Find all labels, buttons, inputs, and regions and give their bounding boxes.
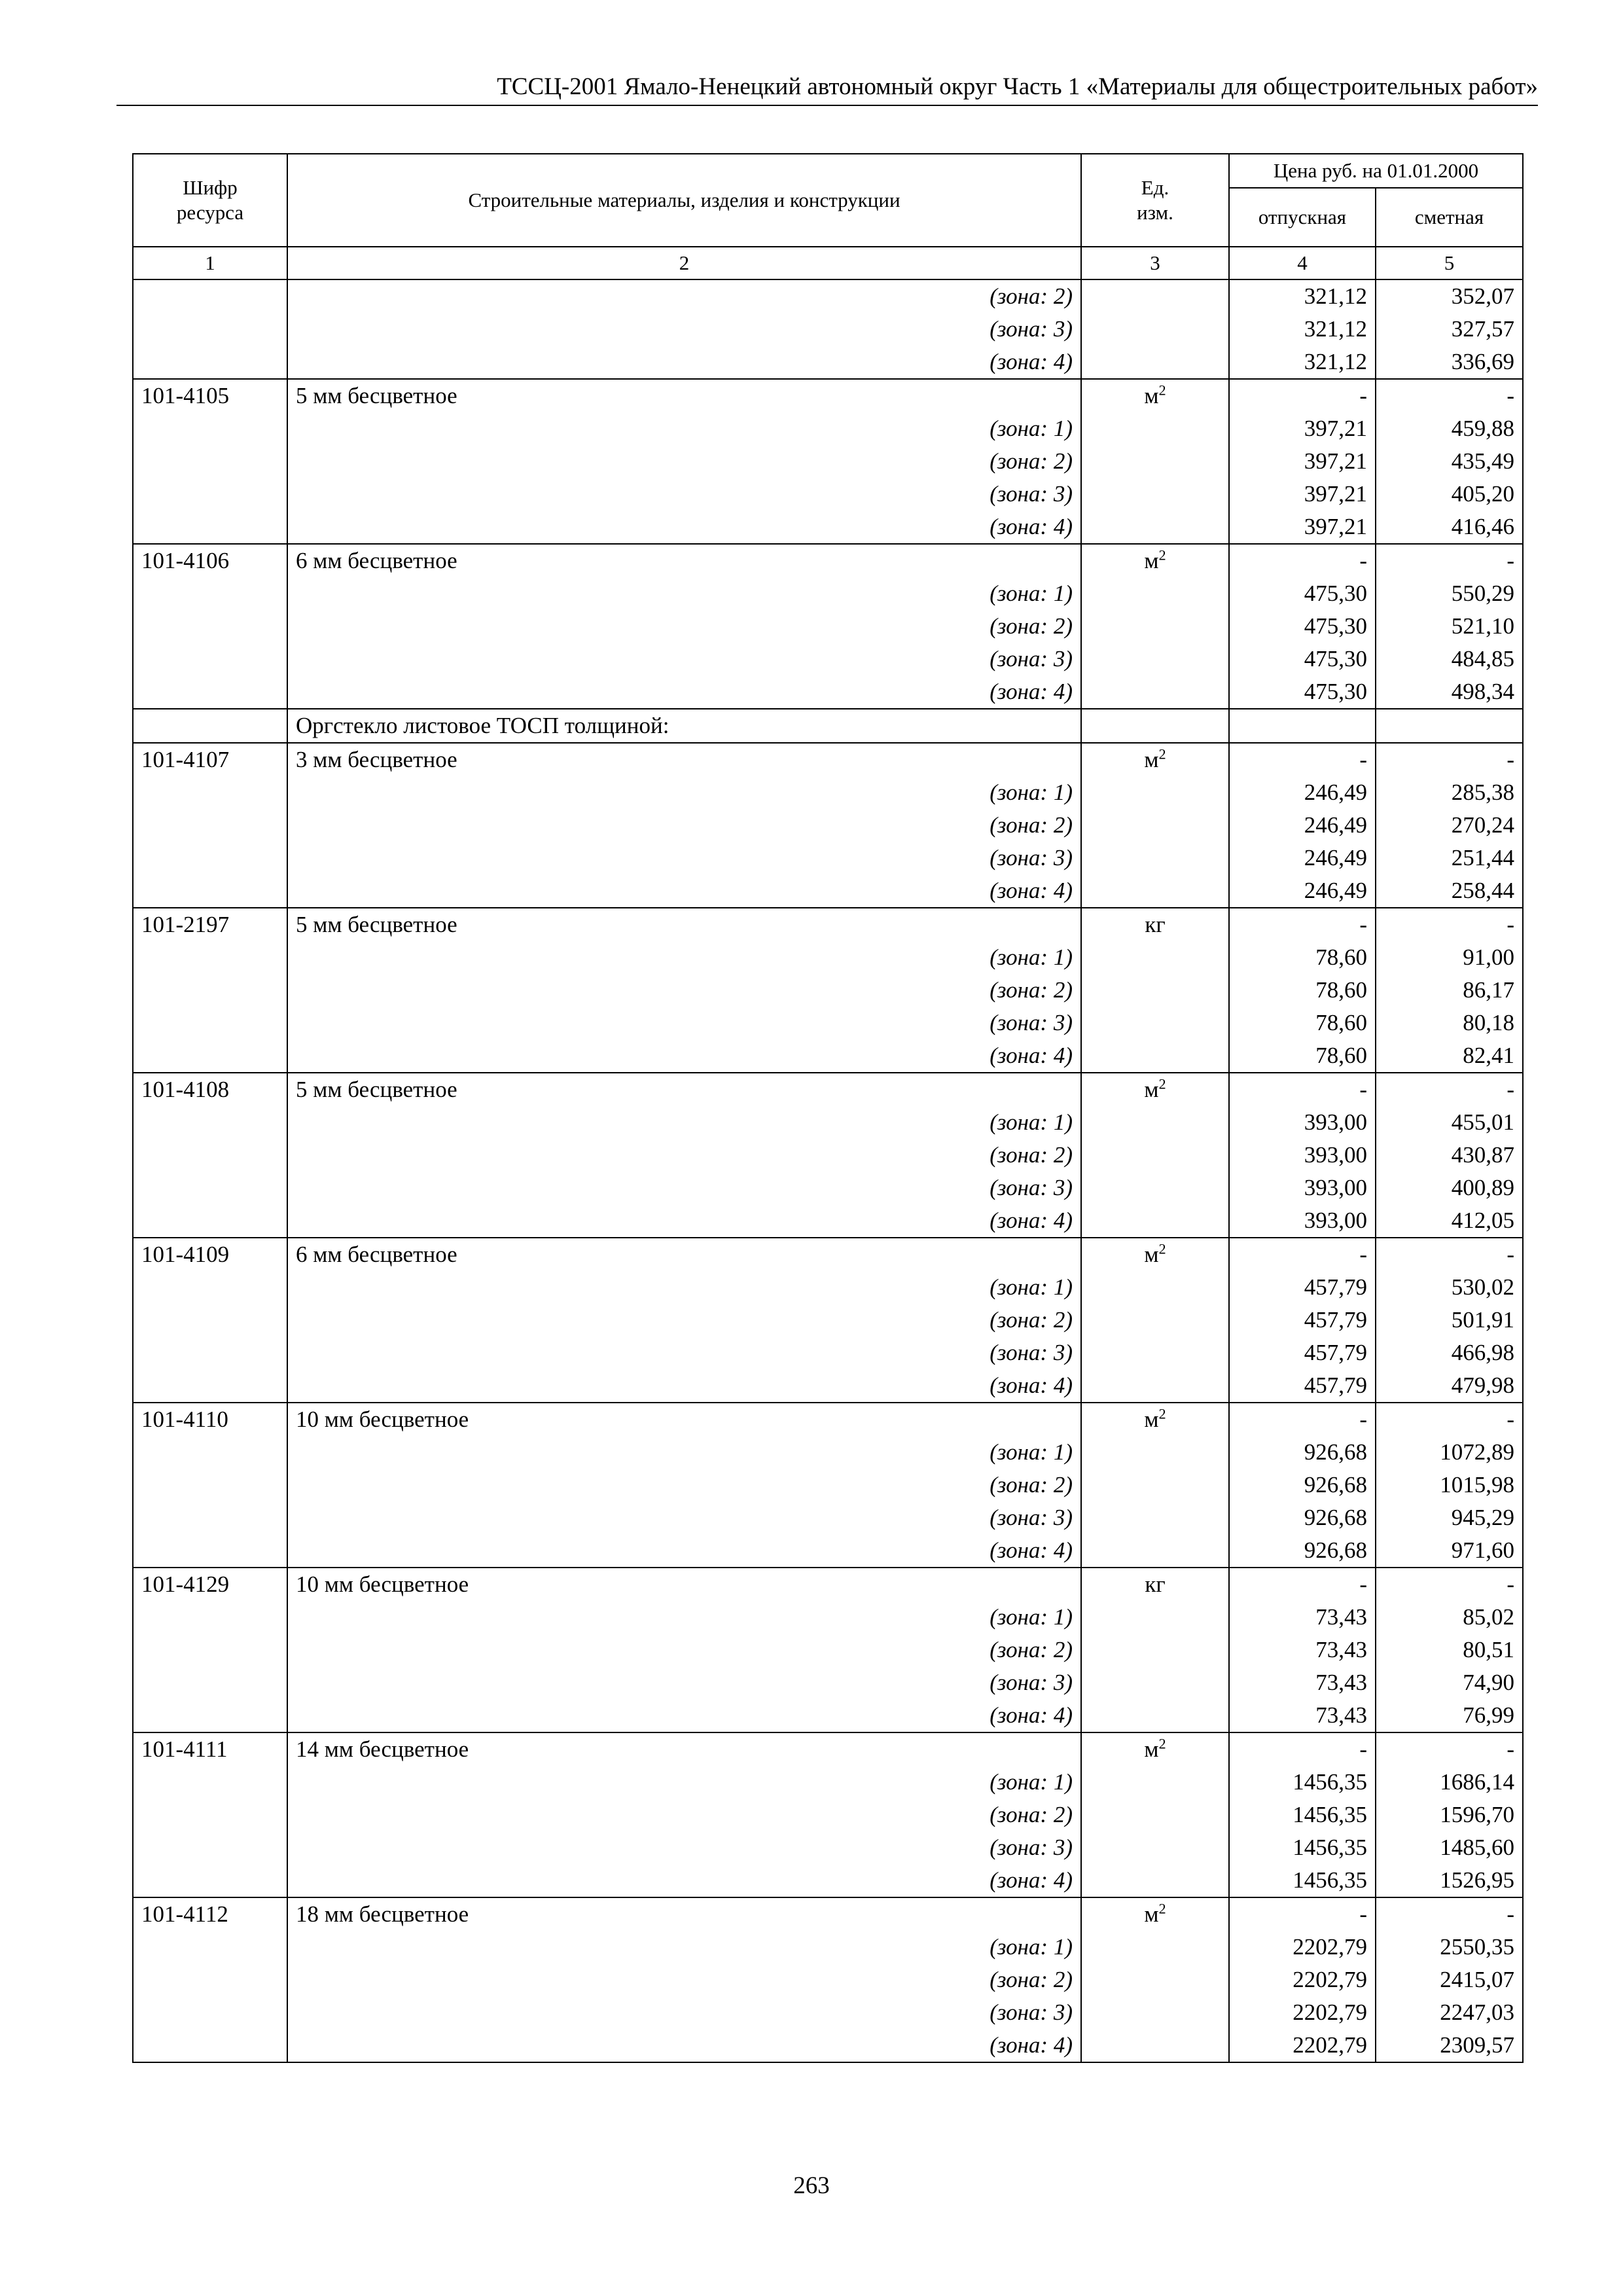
zone-label: (зона: 2) [287,610,1081,643]
estimate-price: - [1376,743,1523,776]
unit-exponent: 2 [1158,745,1166,762]
zone-row [133,1699,1523,1732]
zone-label: (зона: 1) [287,1106,1081,1139]
release-price: 246,49 [1229,809,1376,842]
zone-row [133,643,1523,675]
estimate-price: 430,87 [1376,1139,1523,1172]
resource-code: 101-4105 [133,379,287,412]
zone-row [133,346,1523,379]
release-price: 926,68 [1229,1436,1376,1469]
release-price: 78,60 [1229,941,1376,974]
zone-label: (зона: 2) [287,974,1081,1007]
zone-row [133,1271,1523,1304]
unit-label: м [1144,1407,1159,1432]
zone-row [133,1766,1523,1799]
zone-label: (зона: 3) [287,1831,1081,1864]
header-unit: Ед. изм. [1081,154,1229,247]
zone-row [133,1139,1523,1172]
zone-label: (зона: 3) [287,1996,1081,2029]
column-number: 4 [1229,247,1376,279]
column-number: 2 [287,247,1081,279]
release-price: 397,21 [1229,445,1376,478]
release-price: 2202,79 [1229,2029,1376,2062]
zone-row [133,511,1523,544]
release-price: 397,21 [1229,412,1376,445]
estimate-price: 412,05 [1376,1204,1523,1238]
unit-exponent: 2 [1158,1405,1166,1422]
release-price: 1456,35 [1229,1799,1376,1831]
zone-row [133,842,1523,874]
release-price: 457,79 [1229,1271,1376,1304]
zone-label: (зона: 4) [287,2029,1081,2062]
zone-label: (зона: 1) [287,412,1081,445]
zone-row [133,1864,1523,1897]
unit-label: м [1144,1242,1159,1267]
zone-row [133,1501,1523,1534]
estimate-price: 484,85 [1376,643,1523,675]
zone-row [133,974,1523,1007]
zone-label: (зона: 4) [287,1369,1081,1403]
release-price: 2202,79 [1229,1964,1376,1996]
release-price: 73,43 [1229,1601,1376,1634]
zone-label: (зона: 1) [287,577,1081,610]
unit-label: кг [1145,1571,1166,1597]
zone-row [133,577,1523,610]
zone-row [133,478,1523,511]
unit-exponent: 2 [1158,547,1166,564]
estimate-price: 498,34 [1376,675,1523,709]
release-price: 393,00 [1229,1204,1376,1238]
estimate-price: - [1376,1732,1523,1766]
release-price: 78,60 [1229,1039,1376,1073]
section-row [133,709,1523,743]
estimate-price: 2309,57 [1376,2029,1523,2062]
release-price: 457,79 [1229,1336,1376,1369]
zone-label: (зона: 4) [287,511,1081,544]
column-number: 5 [1376,247,1523,279]
estimate-price: - [1376,1073,1523,1106]
unit-cell [1081,1568,1229,1601]
release-price: 73,43 [1229,1666,1376,1699]
zone-label: (зона: 1) [287,776,1081,809]
zone-row [133,1931,1523,1964]
zone-row [133,1996,1523,2029]
estimate-price: 76,99 [1376,1699,1523,1732]
estimate-price: 466,98 [1376,1336,1523,1369]
unit-cell [1081,908,1229,941]
zone-label: (зона: 2) [287,1799,1081,1831]
unit-cell [1081,379,1229,412]
zone-label: (зона: 2) [287,1634,1081,1666]
zone-row [133,874,1523,908]
zone-label: (зона: 4) [287,675,1081,709]
estimate-price: 1015,98 [1376,1469,1523,1501]
estimate-price: 416,46 [1376,511,1523,544]
release-price: 475,30 [1229,643,1376,675]
zone-label: (зона: 4) [287,1699,1081,1732]
material-name: 6 мм бесцветное [287,544,1081,577]
estimate-price: - [1376,1897,1523,1931]
zone-row [133,412,1523,445]
unit-label: м [1144,383,1159,408]
header-release: отпускная [1229,188,1376,247]
material-name: 14 мм бесцветное [287,1732,1081,1766]
release-price: 73,43 [1229,1699,1376,1732]
unit-exponent: 2 [1158,1900,1166,1917]
zone-label: (зона: 3) [287,1666,1081,1699]
release-price: 73,43 [1229,1634,1376,1666]
header-name: Строительные материалы, изделия и конструкции [287,154,1081,247]
zone-label: (зона: 2) [287,1304,1081,1336]
release-price: 475,30 [1229,577,1376,610]
zone-row [133,1172,1523,1204]
release-price: 1456,35 [1229,1831,1376,1864]
table-row [133,544,1523,577]
zone-row [133,1304,1523,1336]
zone-label: (зона: 4) [287,1864,1081,1897]
release-price: 457,79 [1229,1304,1376,1336]
estimate-price: 530,02 [1376,1271,1523,1304]
estimate-price: - [1376,1403,1523,1436]
zone-row [133,941,1523,974]
zone-row [133,1106,1523,1139]
zone-label: (зона: 1) [287,1766,1081,1799]
zone-row [133,1601,1523,1634]
release-price: 78,60 [1229,1007,1376,1039]
unit-cell [1081,1403,1229,1436]
release-price: 2202,79 [1229,1931,1376,1964]
zone-row [133,1039,1523,1073]
header-estimate: сметная [1376,188,1523,247]
estimate-price: 971,60 [1376,1534,1523,1568]
unit-exponent: 2 [1158,1240,1166,1257]
material-name: 5 мм бесцветное [287,908,1081,941]
page-header: ТССЦ-2001 Ямало-Ненецкий автономный округ Часть 1 «Материалы для общестроительных работ» [116,71,1538,106]
unit-label: м [1144,1901,1159,1927]
resource-code: 101-4107 [133,743,287,776]
estimate-price: 2247,03 [1376,1996,1523,2029]
table-row [133,379,1523,412]
zone-row [133,809,1523,842]
zone-row [133,279,1523,313]
material-name: 5 мм бесцветное [287,1073,1081,1106]
zone-label: (зона: 3) [287,1007,1081,1039]
zone-row [133,1964,1523,1996]
release-price: - [1229,544,1376,577]
table-row [133,743,1523,776]
estimate-price: - [1376,544,1523,577]
release-price: 246,49 [1229,776,1376,809]
estimate-price: 285,38 [1376,776,1523,809]
release-price: 321,12 [1229,346,1376,379]
release-price: 246,49 [1229,842,1376,874]
zone-row [133,313,1523,346]
estimate-price: - [1376,908,1523,941]
release-price: 397,21 [1229,511,1376,544]
estimate-price: 270,24 [1376,809,1523,842]
estimate-price: 400,89 [1376,1172,1523,1204]
zone-row [133,1336,1523,1369]
release-price: 475,30 [1229,675,1376,709]
table-row [133,1897,1523,1931]
zone-label: (зона: 4) [287,346,1081,379]
unit-label: м [1144,1077,1159,1102]
zone-row [133,1799,1523,1831]
estimate-price: 521,10 [1376,610,1523,643]
page-number: 263 [793,2172,830,2199]
estimate-price: 74,90 [1376,1666,1523,1699]
zone-row [133,1469,1523,1501]
unit-cell [1081,544,1229,577]
release-price: 78,60 [1229,974,1376,1007]
resource-code: 101-4112 [133,1897,287,1931]
estimate-price: 1526,95 [1376,1864,1523,1897]
zone-row [133,1666,1523,1699]
zone-label: (зона: 4) [287,1204,1081,1238]
estimate-price: 435,49 [1376,445,1523,478]
unit-label: м [1144,548,1159,573]
estimate-price: 2415,07 [1376,1964,1523,1996]
zone-row [133,1634,1523,1666]
estimate-price: - [1376,1568,1523,1601]
release-price: 393,00 [1229,1106,1376,1139]
zone-label: (зона: 1) [287,941,1081,974]
material-name: 3 мм бесцветное [287,743,1081,776]
zone-row [133,610,1523,643]
release-price: - [1229,379,1376,412]
estimate-price: 1485,60 [1376,1831,1523,1864]
material-name: 10 мм бесцветное [287,1403,1081,1436]
zone-label: (зона: 3) [287,1336,1081,1369]
unit-cell [1081,1073,1229,1106]
release-price: 246,49 [1229,874,1376,908]
zone-label: (зона: 3) [287,842,1081,874]
column-number: 3 [1081,247,1229,279]
estimate-price: 550,29 [1376,577,1523,610]
estimate-price: 1686,14 [1376,1766,1523,1799]
release-price: - [1229,743,1376,776]
estimate-price: 85,02 [1376,1601,1523,1634]
release-price: 926,68 [1229,1501,1376,1534]
table-row [133,1073,1523,1106]
release-price: 1456,35 [1229,1766,1376,1799]
unit-cell [1081,1897,1229,1931]
material-name: 6 мм бесцветное [287,1238,1081,1271]
estimate-price: 945,29 [1376,1501,1523,1534]
estimate-price: 1596,70 [1376,1799,1523,1831]
zone-row [133,1534,1523,1568]
resource-code: 101-4110 [133,1403,287,1436]
estimate-price: 80,51 [1376,1634,1523,1666]
resource-code: 101-4111 [133,1732,287,1766]
estimate-price: 2550,35 [1376,1931,1523,1964]
release-price: 397,21 [1229,478,1376,511]
section-title: Оргстекло листовое ТОСП толщиной: [287,709,1081,743]
estimate-price: 405,20 [1376,478,1523,511]
estimate-price: 336,69 [1376,346,1523,379]
zone-label: (зона: 1) [287,1931,1081,1964]
estimate-price: - [1376,379,1523,412]
unit-exponent: 2 [1158,1075,1166,1092]
zone-label: (зона: 4) [287,1039,1081,1073]
unit-cell [1081,1732,1229,1766]
release-price: - [1229,1732,1376,1766]
unit-label: кг [1145,912,1166,937]
column-numbers-row [133,247,1523,279]
table-row [133,1238,1523,1271]
release-price: 926,68 [1229,1534,1376,1568]
table-row [133,908,1523,941]
material-name: 5 мм бесцветное [287,379,1081,412]
estimate-price: 86,17 [1376,974,1523,1007]
release-price: 393,00 [1229,1139,1376,1172]
zone-label: (зона: 2) [287,1964,1081,1996]
estimate-price: 82,41 [1376,1039,1523,1073]
zone-row [133,1007,1523,1039]
estimate-price: 1072,89 [1376,1436,1523,1469]
header-code: Шифр ресурса [133,154,287,247]
zone-row [133,776,1523,809]
estimate-price: 459,88 [1376,412,1523,445]
column-number: 1 [133,247,287,279]
release-price: - [1229,1403,1376,1436]
resource-code: 101-4129 [133,1568,287,1601]
estimate-price: 80,18 [1376,1007,1523,1039]
release-price: 1456,35 [1229,1864,1376,1897]
resource-code: 101-4108 [133,1073,287,1106]
zone-label: (зона: 2) [287,445,1081,478]
estimate-price: 91,00 [1376,941,1523,974]
zone-label: (зона: 3) [287,313,1081,346]
unit-exponent: 2 [1158,1735,1166,1752]
zone-label: (зона: 2) [287,1139,1081,1172]
zone-label: (зона: 2) [287,1469,1081,1501]
release-price: - [1229,1073,1376,1106]
zone-row [133,1831,1523,1864]
estimate-price: 479,98 [1376,1369,1523,1403]
zone-label: (зона: 4) [287,1534,1081,1568]
release-price: 926,68 [1229,1469,1376,1501]
release-price: 321,12 [1229,313,1376,346]
unit-exponent: 2 [1158,382,1166,399]
estimate-price: 501,91 [1376,1304,1523,1336]
release-price: 2202,79 [1229,1996,1376,2029]
table-row [133,1403,1523,1436]
table-body [133,279,1523,2062]
zone-label: (зона: 3) [287,478,1081,511]
estimate-price: 455,01 [1376,1106,1523,1139]
zone-label: (зона: 3) [287,643,1081,675]
release-price: - [1229,1897,1376,1931]
release-price: - [1229,908,1376,941]
zone-label: (зона: 3) [287,1172,1081,1204]
estimate-price: 258,44 [1376,874,1523,908]
zone-row [133,1204,1523,1238]
material-name: 18 мм бесцветное [287,1897,1081,1931]
estimate-price: 352,07 [1376,279,1523,313]
release-price: - [1229,1568,1376,1601]
resource-code: 101-4106 [133,544,287,577]
zone-label: (зона: 2) [287,279,1081,313]
release-price: 393,00 [1229,1172,1376,1204]
price-table [132,153,1524,2063]
zone-label: (зона: 1) [287,1601,1081,1634]
zone-label: (зона: 2) [287,809,1081,842]
release-price: 457,79 [1229,1369,1376,1403]
table-row [133,1568,1523,1601]
material-name: 10 мм бесцветное [287,1568,1081,1601]
table-row [133,1732,1523,1766]
zone-label: (зона: 1) [287,1436,1081,1469]
release-price: 475,30 [1229,610,1376,643]
zone-label: (зона: 3) [287,1501,1081,1534]
resource-code: 101-4109 [133,1238,287,1271]
header-price-group: Цена руб. на 01.01.2000 [1229,154,1523,188]
zone-row [133,675,1523,709]
unit-cell [1081,1238,1229,1271]
zone-row [133,2029,1523,2062]
estimate-price: - [1376,1238,1523,1271]
estimate-price: 251,44 [1376,842,1523,874]
zone-label: (зона: 1) [287,1271,1081,1304]
zone-label: (зона: 4) [287,874,1081,908]
release-price: 321,12 [1229,279,1376,313]
unit-label: м [1144,1736,1159,1762]
zone-row [133,1369,1523,1403]
estimate-price: 327,57 [1376,313,1523,346]
zone-row [133,1436,1523,1469]
release-price: - [1229,1238,1376,1271]
resource-code: 101-2197 [133,908,287,941]
unit-cell [1081,743,1229,776]
zone-row [133,445,1523,478]
unit-label: м [1144,747,1159,772]
